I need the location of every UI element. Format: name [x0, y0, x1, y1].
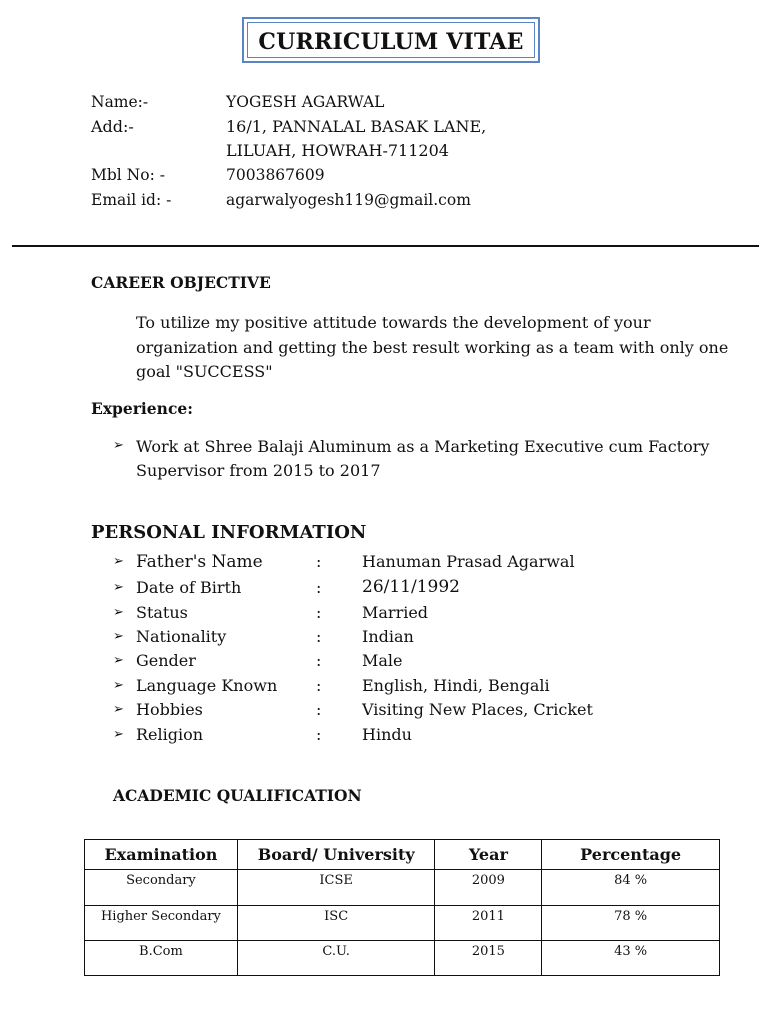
table-header-row	[85, 840, 720, 870]
table-cell: ISC	[237, 906, 435, 941]
arrow-bullet-icon: ➢	[113, 554, 124, 569]
arrow-bullet-icon: ➢	[113, 629, 124, 644]
academic-table	[84, 839, 720, 976]
personal-info-separator: :	[316, 603, 322, 622]
document-title: CURRICULUM VITAE	[258, 29, 524, 55]
personal-info-label: Nationality	[136, 627, 227, 646]
address-label: Add:-	[91, 117, 134, 136]
name-value: YOGESH AGARWAL	[226, 93, 385, 111]
personal-info-separator: :	[316, 676, 322, 695]
table-cell: B.Com	[85, 941, 238, 976]
personal-info-separator: :	[316, 725, 322, 744]
personal-info-label: Religion	[136, 725, 204, 744]
arrow-bullet-icon: ➢	[113, 653, 124, 668]
personal-info-separator: :	[316, 651, 322, 670]
arrow-bullet-icon: ➢	[113, 702, 124, 717]
arrow-bullet-icon: ➢	[113, 727, 124, 742]
personal-info-value: Indian	[362, 627, 414, 646]
table-row	[85, 870, 720, 906]
personal-info-value: Hindu	[362, 725, 412, 744]
academic-heading: ACADEMIC QUALIFICATION	[113, 786, 362, 805]
table-cell: 2011	[435, 906, 542, 941]
personal-info-heading: PERSONAL INFORMATION	[91, 522, 367, 543]
name-label: Name:-	[91, 93, 149, 111]
address-line-2: LILUAH, HOWRAH-711204	[226, 141, 449, 160]
arrow-bullet-icon: ➢	[113, 678, 124, 693]
table-cell: 2009	[435, 870, 542, 906]
column-header-examination: Examination	[85, 840, 238, 870]
personal-info-label: Date of Birth	[136, 578, 242, 597]
personal-info-separator: :	[316, 578, 322, 597]
email-value: agarwalyogesh119@gmail.com	[226, 191, 471, 209]
column-header-board: Board/ University	[237, 840, 435, 870]
personal-info-separator: :	[316, 627, 322, 646]
career-objective-line-1: To utilize my positive attitude towards the development of your	[136, 313, 651, 332]
table-cell: ICSE	[237, 870, 435, 906]
personal-info-label: Gender	[136, 651, 196, 670]
table-cell: 84 %	[542, 870, 720, 906]
personal-info-label: Hobbies	[136, 700, 203, 719]
experience-line-2: Supervisor from 2015 to 2017	[136, 461, 381, 480]
arrow-bullet-icon: ➢	[113, 605, 124, 620]
email-label: Email id: -	[91, 191, 172, 209]
table-cell: C.U.	[237, 941, 435, 976]
personal-info-separator: :	[316, 700, 322, 719]
career-objective-line-2: organization and getting the best result working as a team with only one	[136, 338, 729, 357]
column-header-year: Year	[435, 840, 542, 870]
section-divider	[12, 245, 759, 247]
table-row	[85, 941, 720, 976]
career-objective-line-3: goal "SUCCESS"	[136, 362, 273, 381]
personal-info-separator: :	[316, 552, 322, 571]
personal-info-value: Married	[362, 603, 429, 622]
table-cell: 43 %	[542, 941, 720, 976]
address-line-1: 16/1, PANNALAL BASAK LANE,	[226, 117, 487, 136]
experience-line-1: Work at Shree Balaji Aluminum as a Marketing Executive cum Factory	[136, 437, 710, 456]
mobile-value: 7003867609	[226, 166, 325, 184]
career-objective-heading: CAREER OBJECTIVE	[91, 273, 271, 292]
personal-info-value: English, Hindi, Bengali	[362, 676, 550, 695]
table-cell: 2015	[435, 941, 542, 976]
personal-info-label: Father's Name	[136, 552, 263, 572]
personal-info-value: 26/11/1992	[362, 577, 460, 597]
experience-heading: Experience:	[91, 399, 193, 418]
personal-info-value: Male	[362, 651, 403, 670]
personal-info-label: Language Known	[136, 676, 278, 695]
table-cell: 78 %	[542, 906, 720, 941]
table-cell: Secondary	[85, 870, 238, 906]
personal-info-label: Status	[136, 603, 188, 622]
table-cell: Higher Secondary	[85, 906, 238, 941]
mobile-label: Mbl No: -	[91, 166, 165, 184]
personal-info-value: Visiting New Places, Cricket	[362, 700, 593, 719]
arrow-bullet-icon: ➢	[113, 438, 124, 453]
arrow-bullet-icon: ➢	[113, 580, 124, 595]
column-header-percentage: Percentage	[542, 840, 720, 870]
personal-info-value: Hanuman Prasad Agarwal	[362, 552, 575, 571]
table-row	[85, 906, 720, 941]
